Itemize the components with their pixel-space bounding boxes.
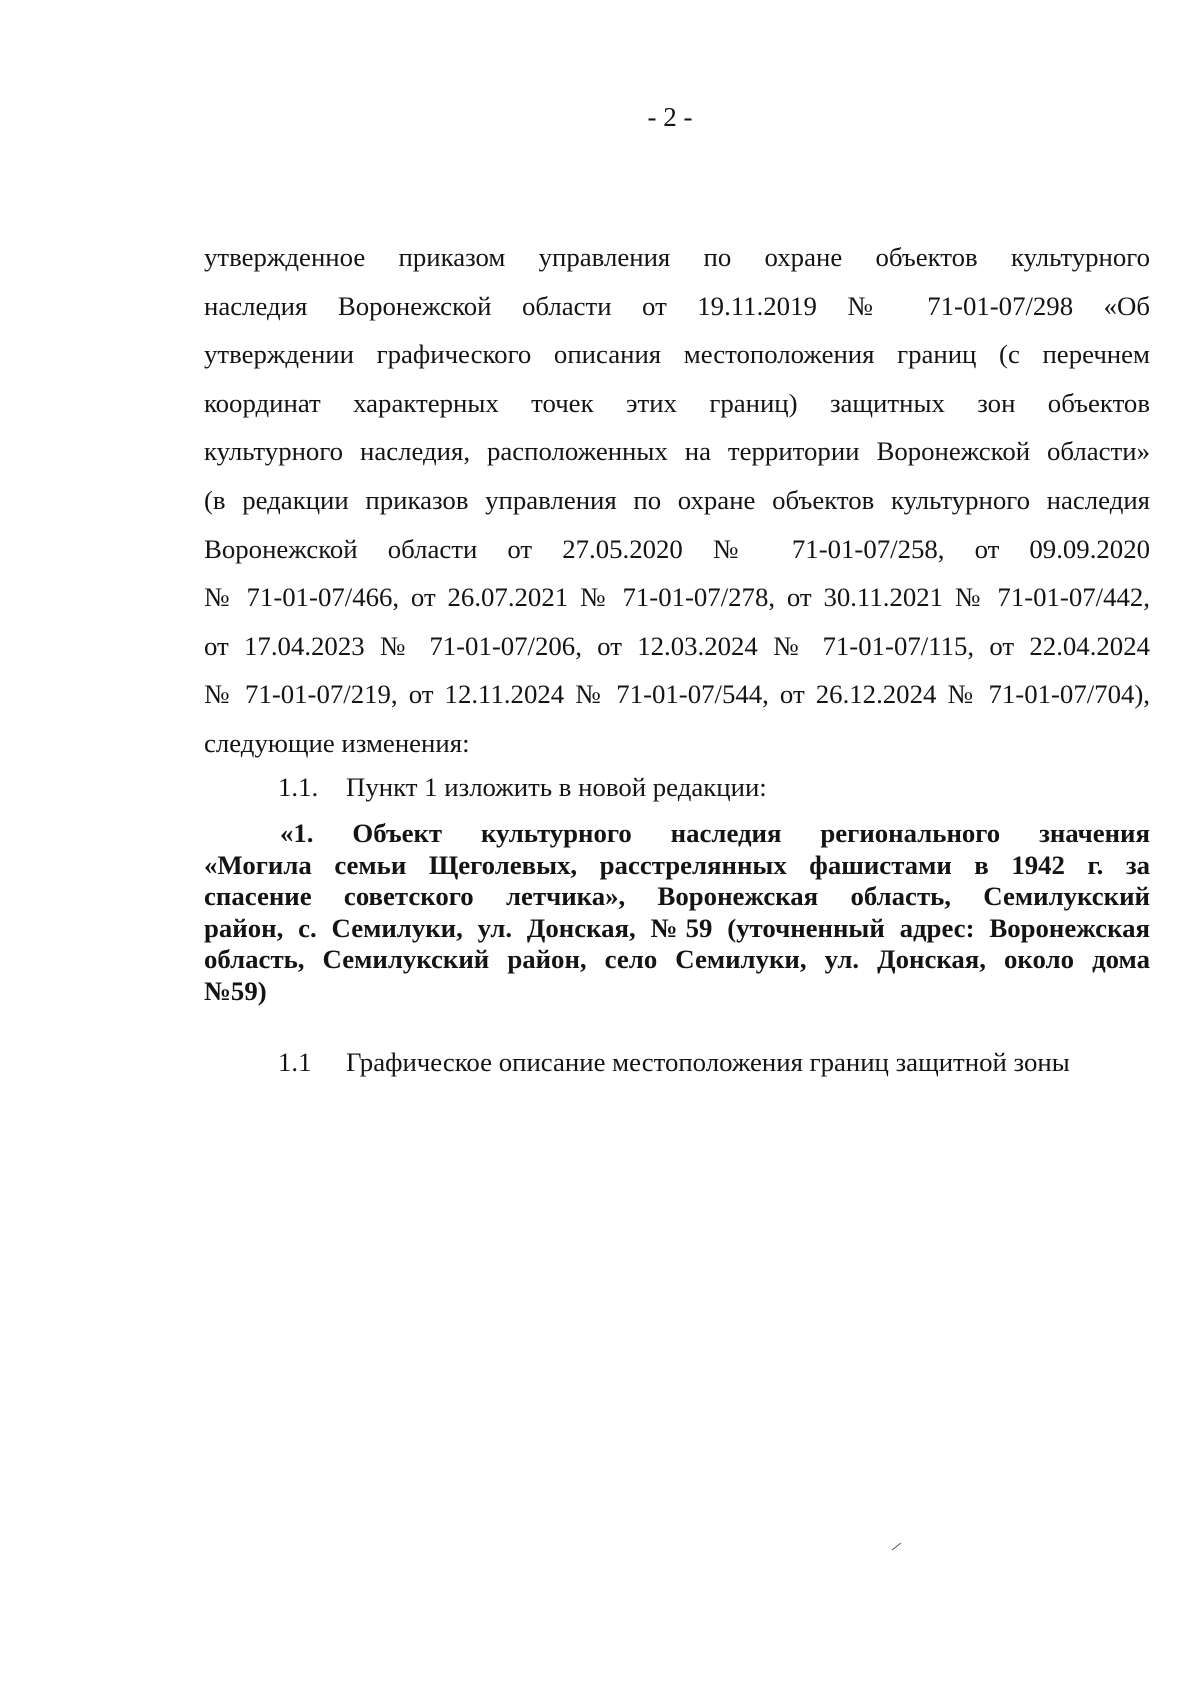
page-number: - 2 - xyxy=(647,102,693,132)
body-line: утверждении графического описания местоположения границ (с перечнем xyxy=(204,339,1150,370)
item-1-1-text: Пункт 1 изложить в новой редакции: xyxy=(346,772,767,802)
quote-line: «Могила семьи Щеголевых, расстрелянных фашистами в 1942 г. за xyxy=(204,849,1150,880)
item-1-1-graphic-description xyxy=(278,1045,1070,1079)
item-2-text: Графическое описание местоположения границ защитной зоны xyxy=(346,1047,1070,1077)
quote-line: область, Семилукский район, село Семилуки, ул. Донская, около дома xyxy=(204,944,1150,974)
body-line: утвержденное приказом управления по охране объектов культурного xyxy=(204,242,1150,272)
object-description-quote xyxy=(204,818,1150,1007)
body-line: культурного наследия, расположенных на территории Воронежской области» xyxy=(204,436,1150,467)
quote-line: спасение советского летчика», Воронежская область, Семилукский xyxy=(204,881,1150,911)
body-line: № 71-01-07/219, от 12.11.2024 № 71-01-07/544, от 26.12.2024 № 71-01-07/704), xyxy=(204,679,1150,710)
body-paragraph xyxy=(204,233,1150,768)
body-line: № 71-01-07/466, от 26.07.2021 № 71-01-07/278, от 30.11.2021 № 71-01-07/442, xyxy=(204,582,1150,613)
item-1-1-number: 1.1. xyxy=(278,772,319,802)
body-line: координат характерных точек этих границ) защитных зон объектов xyxy=(204,387,1150,418)
body-line: наследия Воронежской области от 19.11.2019 № 71-01-07/298 «Об xyxy=(204,290,1150,321)
body-line: от 17.04.2023 № 71-01-07/206, от 12.03.2024 № 71-01-07/115, от 22.04.2024 xyxy=(204,630,1150,661)
item-1-1 xyxy=(278,770,767,804)
quote-line: «1. Объект культурного наследия регионального значения xyxy=(280,818,1150,848)
body-line: (в редакции приказов управления по охране объектов культурного наследия xyxy=(204,484,1150,515)
quote-line: район, с. Семилуки, ул. Донская, №59 (уточненный адрес: Воронежская xyxy=(204,912,1150,943)
body-line: следующие изменения: xyxy=(204,727,470,758)
quote-line: №59) xyxy=(204,975,267,1006)
body-line: Воронежской области от 27.05.2020 № 71-01-07/258, от 09.09.2020 xyxy=(204,533,1150,564)
item-2-number: 1.1 xyxy=(278,1047,312,1077)
pen-mark-icon xyxy=(890,1540,904,1552)
